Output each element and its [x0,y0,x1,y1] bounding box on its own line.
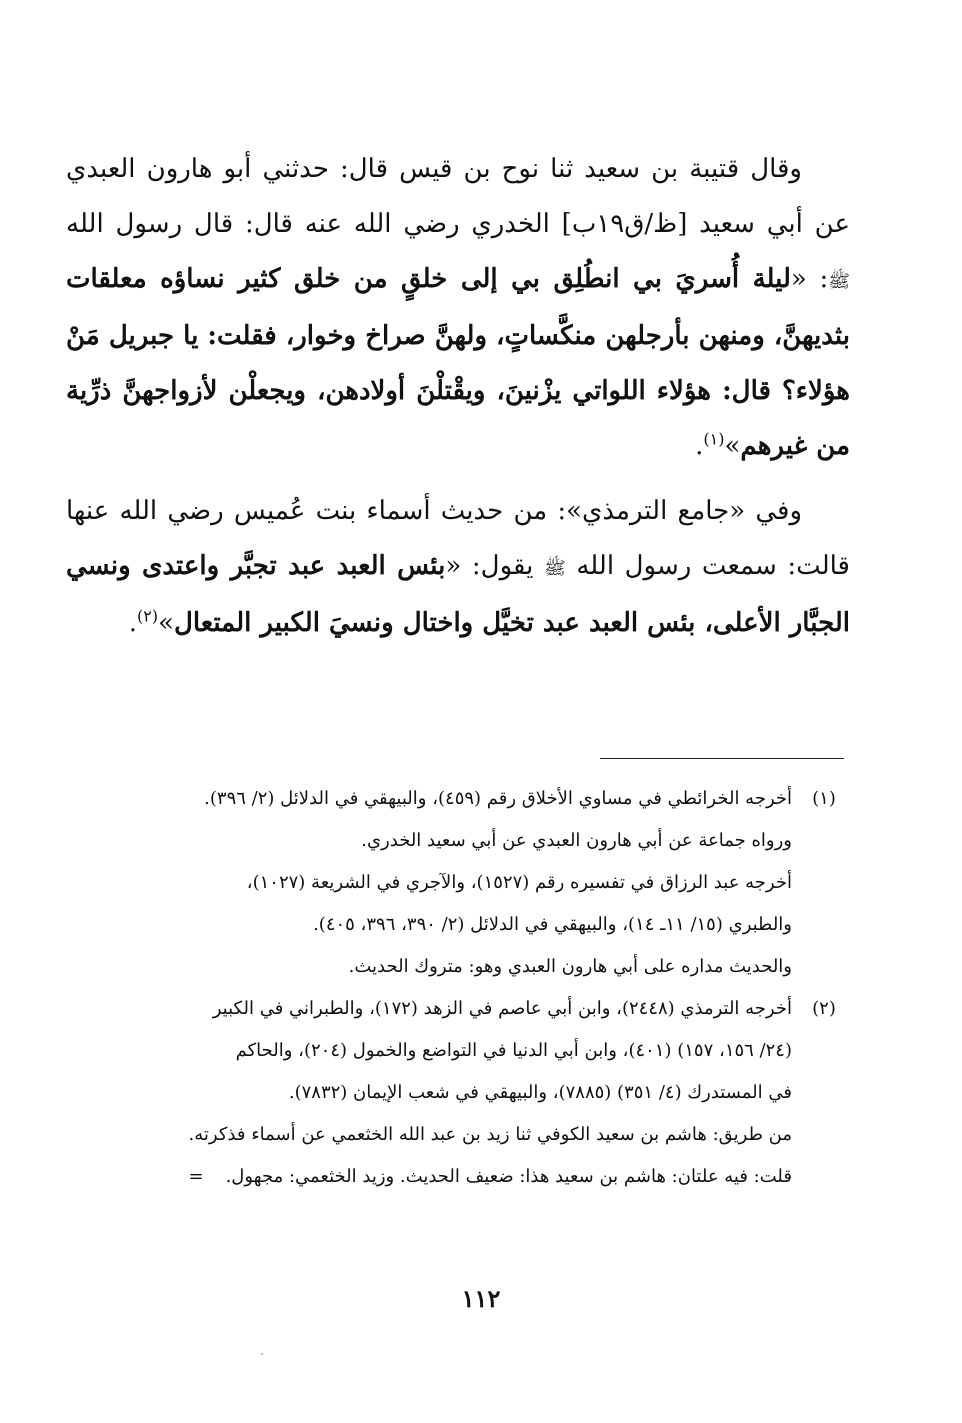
footnote-number: (٢) [812,998,836,1019]
quote-close: » [724,431,741,461]
hadith-quote-2: بئس العبد عبد تجبَّر واعتدى ونسي الجبَّار الأعلى، بئس العبد عبد تخيَّل واختال ونسيَ الكبير المتعال [66,551,850,638]
sentence-end: . [695,431,704,461]
footnote-line: ورواه جماعة عن أبي هارون العبدي عن أبي سعيد الخدري. [361,830,792,851]
footnote-line: في المستدرك (٤/ ٣٥١) (٧٨٨٥)، والبيهقي في شعب الإيمان (٧٨٣٢). [288,1082,792,1103]
salawat-symbol: ﷺ [828,271,850,292]
salawat-symbol: ﷺ [544,558,566,579]
footnote-line: أخرجه عبد الرزاق في تفسيره رقم (١٥٢٧)، والآجري في الشريعة (١٠٢٧)، [246,872,792,893]
quote-open: : « [790,264,829,294]
paragraph-1 [66,142,850,474]
footnote-line: (٢٤/ ١٥٦، ١٥٧) (٤٠١)، وابن أبي الدنيا في التواضع والخمول (٢٠٤)، والحاكم [235,1040,792,1061]
hadith-quote-1: ليلة أُسريَ بي انطُلِق بي إلى خلقٍ من خلق كثير نساؤه معلقات بثديهنَّ، ومنهن بأرجلهن منكَّساتٍ، ولهنَّ صراخ وخوار، فقلت: يا جبريل مَنْ هؤلاء؟ قال: هؤلاء اللواتي يزْنينَ، ويقْتلْنَ أولادهن، ويجعلْن لأزواجهنَّ ذرِّية من غيرهم [66,264,850,461]
footnote-line: أخرجه الترمذي (٢٤٤٨)، وابن أبي عاصم في الزهد (١٧٢)، والطبراني في الكبير [212,998,792,1019]
footnote-line: قلت: فيه علتان: هاشم بن سعيد هذا: ضعيف الحديث. وزيد الخثعمي: مجهول. [225,1166,792,1187]
footnote-number: (١) [812,788,836,809]
page-number: ١١٢ [461,1284,501,1313]
footnote-separator [600,758,844,759]
footnote-2 [66,988,850,1198]
footnote-line: من طريق: هاشم بن سعيد الكوفي ثنا زيد بن عبد الله الخثعمي عن أسماء فذكرته. [188,1124,792,1145]
footnote-ref-1: (١) [703,429,725,449]
paragraph-2-text: وفي «جامع الترمذي»: من حديث أسماء بنت عُميس رضي الله عنها قالت: سمعت رسول الله [66,496,850,581]
footnote-1 [66,778,850,988]
footnote-last-line [66,1156,792,1198]
main-text [66,142,850,661]
footnote-line: والحديث مداره على أبي هارون العبدي وهو: متروك الحديث. [348,956,792,977]
footnote-ref-2: (٢) [136,606,159,626]
paragraph-1-text: وقال قتيبة بن سعيد ثنا نوح بن قيس قال: حدثني أبو هارون العبدي عن أبي سعيد [ظ/ق١٩ب] الخدري رضي الله عنه قال: قال رسول الله [66,154,850,239]
sentence-end: . [128,608,137,638]
footnote-line: والطبري (١٥/ ١١ـ ١٤)، والبيهقي في الدلائل (٢/ ٣٩٠، ٣٩٦، ٤٠٥). [313,914,792,935]
scan-speck [261,1353,263,1355]
footnote-line: أخرجه الخرائطي في مساوي الأخلاق رقم (٤٥٩)، والبيهقي في الدلائل (٢/ ٣٩٦). [204,788,792,809]
continuation-mark: = [188,1166,204,1187]
paragraph-2 [66,484,850,651]
quote-close: » [158,608,174,638]
footnotes [66,778,850,1198]
quote-open: يقول: « [445,551,544,581]
